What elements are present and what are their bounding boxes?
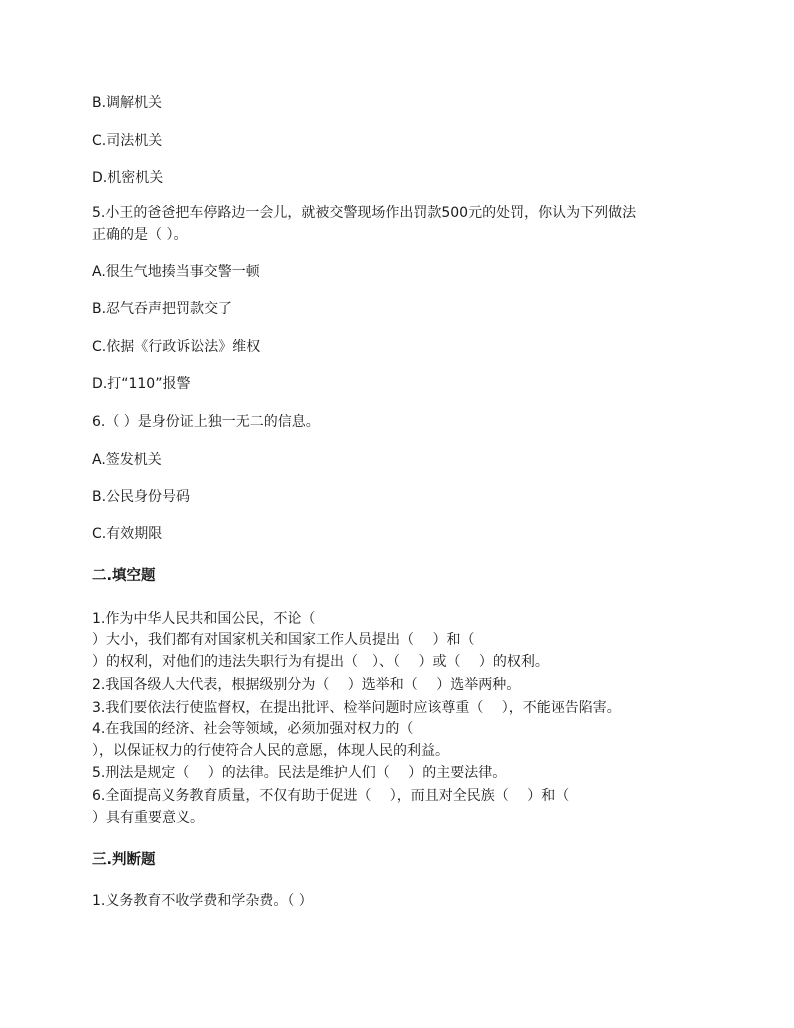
fill-blank-line: ）大小，我们都有对国家机关和国家工作人员提出（ ）和（: [92, 632, 475, 648]
fill-blank-line: 5.刑法是规定（ ）的法律。民法是维护人们（ ）的主要法律。: [92, 765, 507, 781]
q6-option-c: C.有效期限: [92, 526, 163, 542]
q6-stem: 6.（ ）是身份证上独一无二的信息。: [92, 414, 320, 430]
q5-stem-line1: 5.小王的爸爸把车停路边一会儿，就被交警现场作出罚款500元的处罚，你认为下列做法: [92, 205, 637, 221]
q5-option-b: B.忍气吞声把罚款交了: [92, 301, 233, 317]
q6-option-b: B.公民身份号码: [92, 489, 191, 505]
fill-blank-line: 2.我国各级人大代表，根据级别分为（ ）选举和（ ）选举两种。: [92, 677, 521, 693]
true-false-question: 1.义务教育不收学费和学杂费。（ ）: [92, 893, 313, 909]
q5-option-d: D.打“110”报警: [92, 376, 191, 392]
q4-option-c: C.司法机关: [92, 133, 163, 149]
fill-blank-line: ）具有重要意义。: [92, 810, 204, 826]
fill-blank-line: 1.作为中华人民共和国公民，不论（: [92, 611, 316, 627]
q5-stem-line2: 正确的是（ ）。: [92, 227, 188, 243]
q5-option-a: A.很生气地揍当事交警一顿: [92, 264, 260, 280]
q4-option-d: D.机密机关: [92, 170, 164, 186]
fill-blank-line: 6.全面提高义务教育质量，不仅有助于促进（ ），而且对全民族（ ）和（: [92, 788, 570, 804]
q6-option-a: A.签发机关: [92, 452, 162, 468]
fill-blank-line: ），以保证权力的行使符合人民的意愿，体现人民的利益。: [92, 743, 449, 759]
section-heading-true-false: 三.判断题: [92, 852, 156, 868]
fill-blank-line: ）的权利，对他们的违法失职行为有提出（ ）、（ ）或（ ）的权利。: [92, 654, 549, 670]
fill-blank-line: 3.我们要依法行使监督权，在提出批评、检举问题时应该尊重（ ），不能诬告陷害。: [92, 700, 621, 716]
q4-option-b: B.调解机关: [92, 95, 163, 111]
q5-option-c: C.依据《行政诉讼法》维权: [92, 339, 261, 355]
fill-blank-line: 4.在我国的经济、社会等领域，必须加强对权力的（: [92, 721, 414, 737]
section-heading-fill-blank: 二.填空题: [92, 568, 156, 584]
